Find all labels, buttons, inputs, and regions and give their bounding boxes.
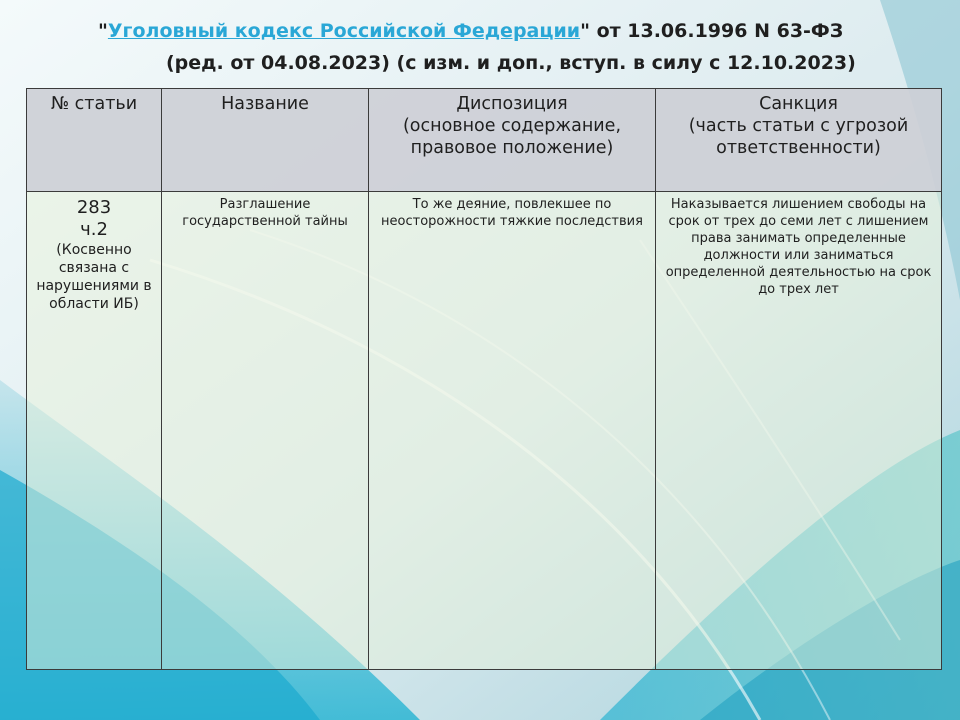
header-sanction: Санкция (часть статьи с угрозой ответственности) xyxy=(656,89,942,192)
cell-sanction xyxy=(656,192,942,670)
table-header-row xyxy=(27,89,942,192)
cell-article-number xyxy=(27,192,162,670)
articles-table xyxy=(26,88,942,670)
document-subtitle: (ред. от 04.08.2023) (с изм. и доп., вступ. в силу с 12.10.2023) xyxy=(166,52,856,74)
cell-disposition xyxy=(369,192,656,670)
article-sanction: Наказывается лишением свободы на срок от трех до семи лет с лишением права занимать определенные должности или заниматься определенной деятельностью на срок до трех лет xyxy=(665,197,932,297)
article-name: Разглашение государственной тайны xyxy=(182,197,348,229)
table-row xyxy=(27,192,942,670)
article-note: (Косвенно связана с нарушениями в области ИБ) xyxy=(36,242,152,312)
article-part: ч.2 xyxy=(80,219,108,240)
header-disposition: Диспозиция (основное содержание, правовое положение) xyxy=(369,89,656,192)
header-article-number: № статьи xyxy=(27,89,162,192)
header-name: Название xyxy=(162,89,369,192)
title-quote-open: " xyxy=(98,20,108,42)
title-rest: " от 13.06.1996 N 63-ФЗ xyxy=(580,20,844,42)
article-disposition: То же деяние, повлекшее по неосторожности тяжкие последствия xyxy=(381,197,643,229)
cell-name xyxy=(162,192,369,670)
document-title xyxy=(98,20,858,42)
criminal-code-link[interactable]: Уголовный кодекс Российской Федерации xyxy=(107,20,581,42)
article-number: 283 xyxy=(76,197,112,218)
